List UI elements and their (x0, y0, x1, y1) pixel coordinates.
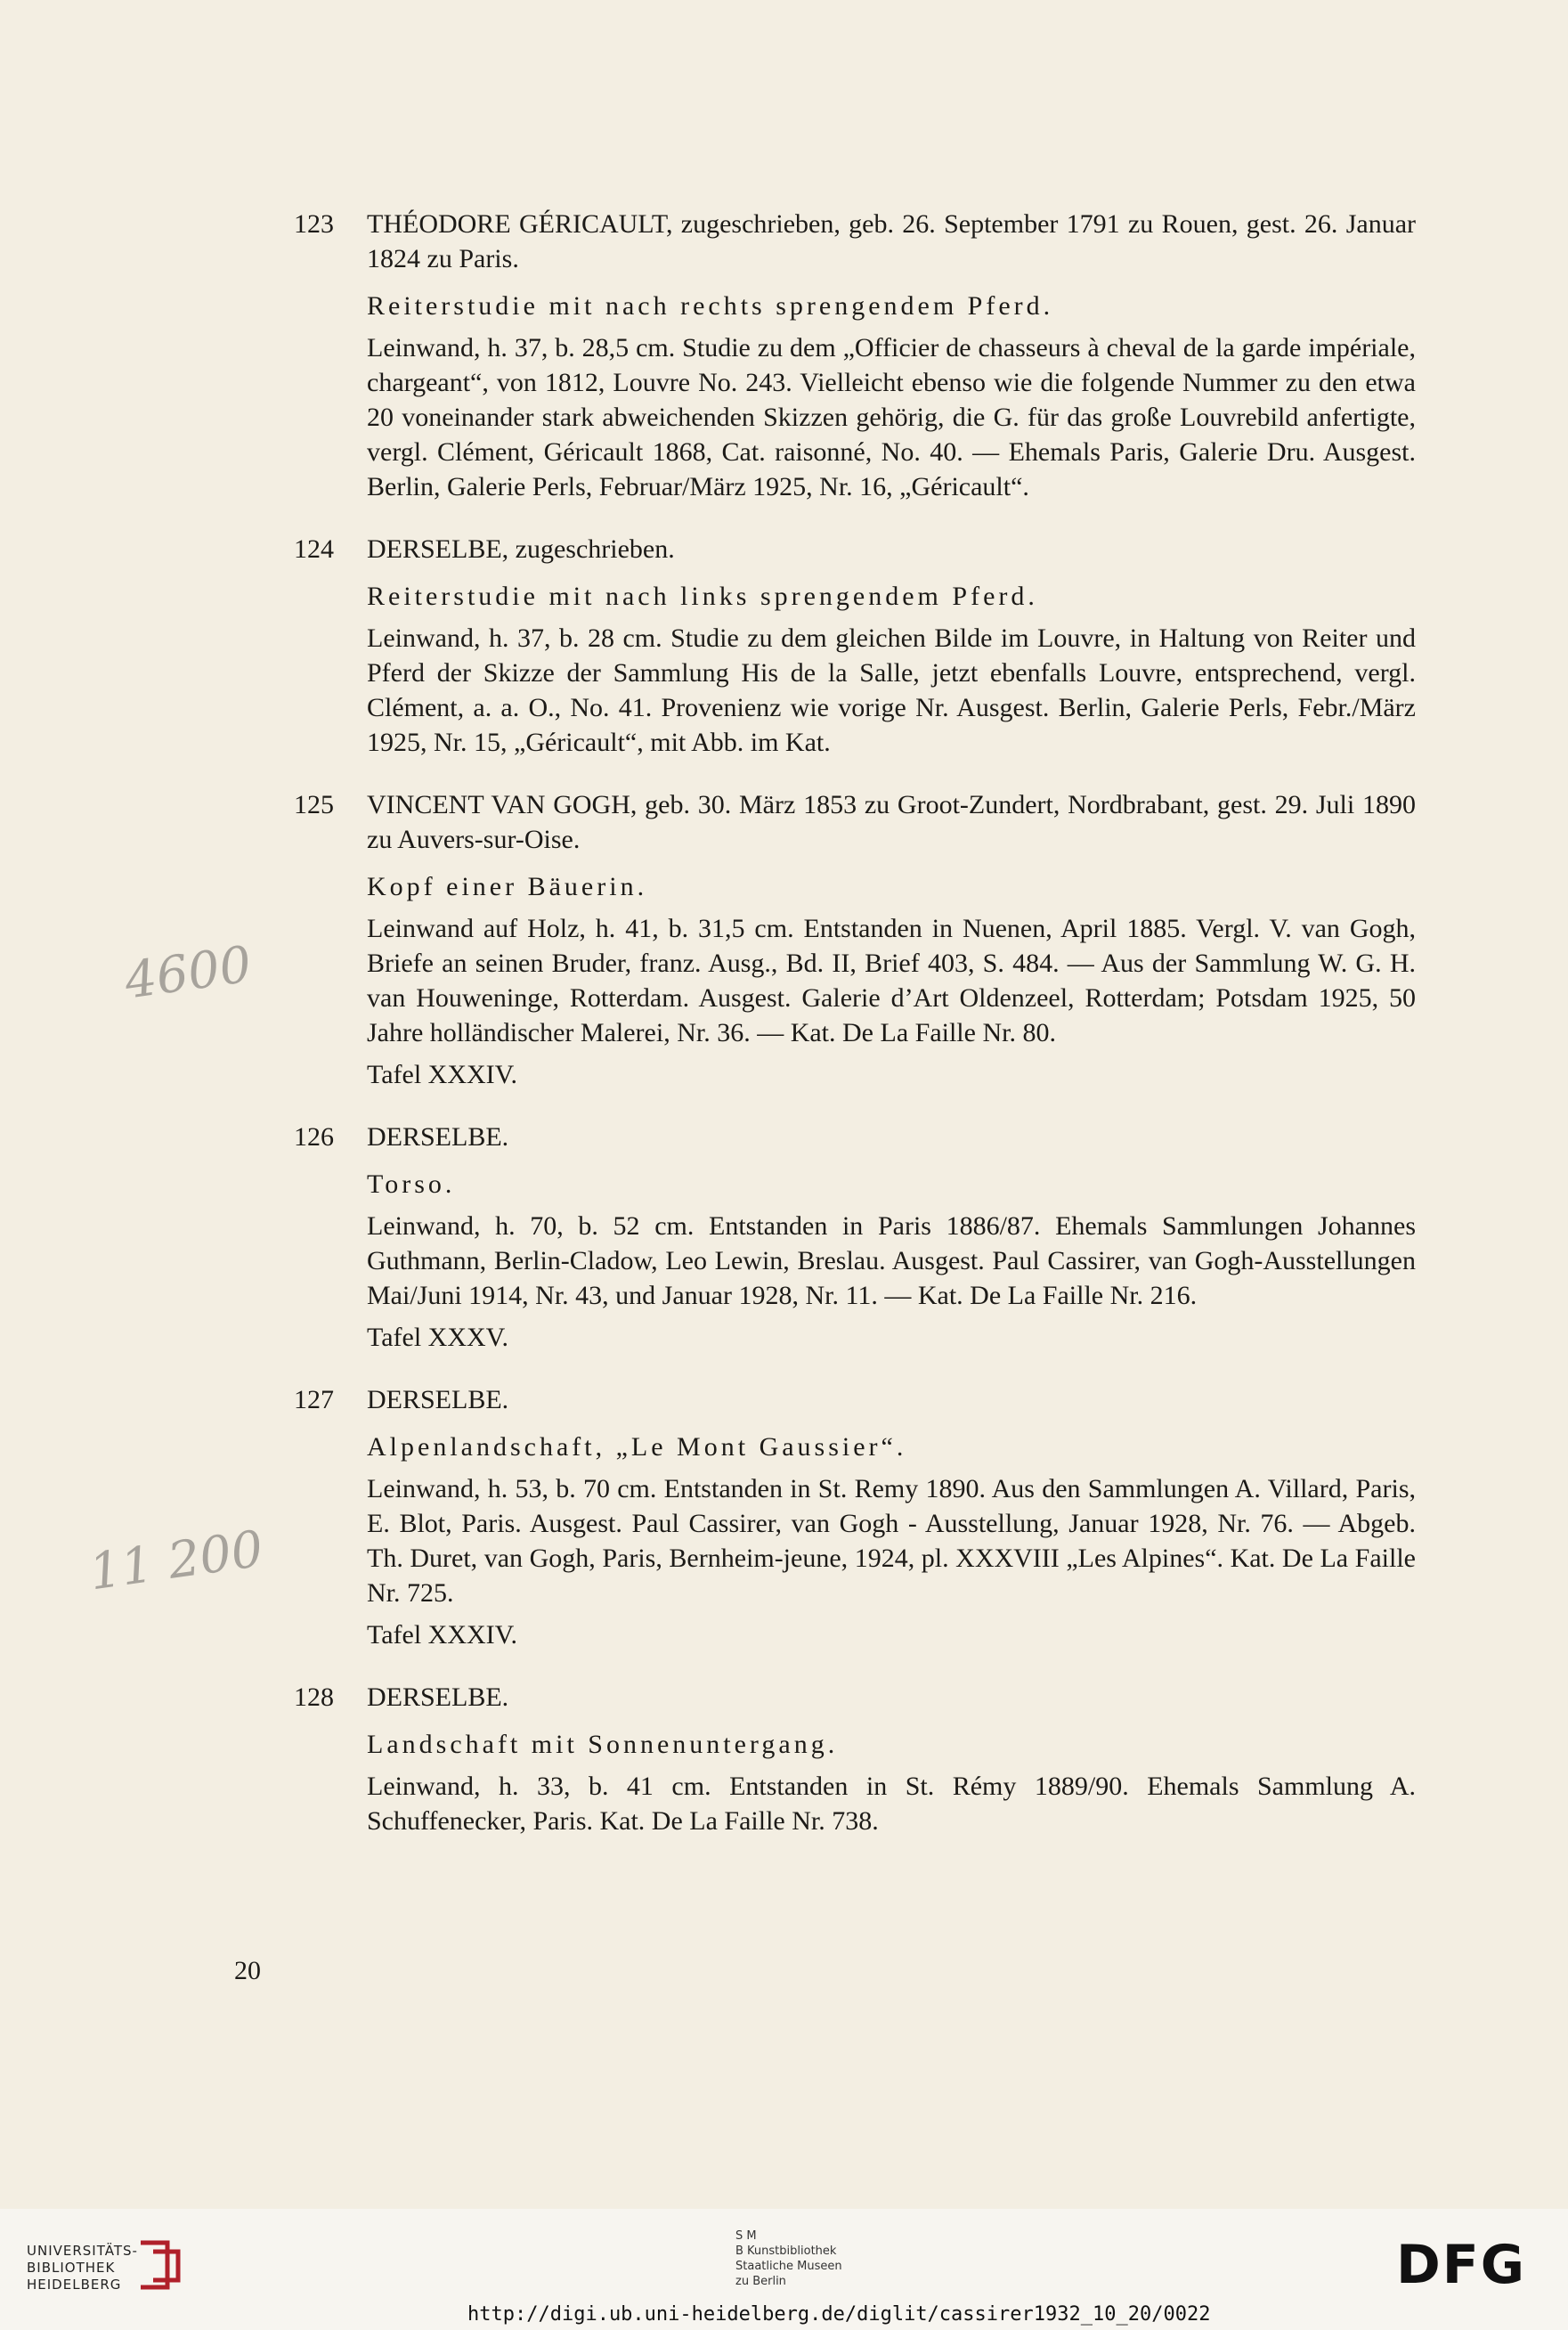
entry-plate: Tafel XXXIV. (367, 1620, 517, 1650)
entry-description: Leinwand, h. 37, b. 28,5 cm. Studie zu dem „Officier de chasseurs à cheval de la garde impériale, chargeant“, von 1812, Louvre No. 243. Vielleicht ebenso wie die folgende Nummer zu den etwa 20 voneinander stark abweichenden Skizzen gehörig, die G. für das große Louvrebild anfertigte, vergl. Clément, Géricault 1868, Cat. raisonné, No. 40. — Ehemals Paris, Galerie Dru. Ausgest. Berlin, Galerie Perls, Februar/März 1925, Nr. 16, „Géricault“. (367, 333, 1416, 501)
catalog-entry-125 (294, 787, 1416, 1092)
entry-title: Kopf einer Bäuerin. (367, 872, 648, 901)
entry-header: VINCENT VAN GOGH, geb. 30. März 1853 zu Groot-Zundert, Nordbrabant, gest. 29. Juli 1890 zu Auvers-sur-Oise. (367, 790, 1416, 854)
entry-plate: Tafel XXXIV. (367, 1060, 517, 1089)
entry-title: Torso. (367, 1169, 456, 1199)
entry-description: Leinwand, h. 53, b. 70 cm. Entstanden in St. Remy 1890. Aus den Sammlungen A. Villard, Paris, E. Blot, Paris. Ausgest. Paul Cassirer, van Gogh - Ausstellung, Januar 1928, Nr. 76. — Abgeb. Th. Duret, van Gogh, Paris, Bernheim-jeune, 1924, pl. XXXVIII „Les Alpines“. Kat. De La Faille Nr. 725. (367, 1474, 1416, 1608)
entry-header: DERSELBE. (367, 1385, 509, 1414)
entry-header: DERSELBE. (367, 1122, 509, 1152)
catalog-entry-128 (294, 1680, 1416, 1838)
handwritten-price-127: 11 200 (85, 1519, 267, 1602)
entry-header: DERSELBE, zugeschrieben. (367, 534, 675, 564)
catalog-entries (294, 207, 1416, 1866)
entry-title: Reiterstudie mit nach links sprengendem Pferd. (367, 582, 1038, 611)
source-url-link[interactable]: http://digi.ub.uni-heidelberg.de/diglit/cassirer1932_10_20/0022 (467, 2303, 1211, 2326)
entry-number: 123 (294, 209, 334, 239)
catalog-entry-126 (294, 1120, 1416, 1355)
entry-description: Leinwand auf Holz, h. 41, b. 31,5 cm. Entstanden in Nuenen, April 1885. Vergl. V. van Gogh, Briefe an seinen Bruder, franz. Ausg., Bd. II, Brief 403, S. 484. — Aus der Sammlung W. G. H. van Houweninge, Rotterdam. Ausgest. Galerie d’Art Oldenzeel, Rotterdam; Potsdam 1925, 50 Jahre holländischer Malerei, Nr. 36. — Kat. De La Faille Nr. 80. (367, 914, 1416, 1047)
university-library-logo-text: UNIVERSITÄTS- BIBLIOTHEK HEIDELBERG (27, 2243, 138, 2293)
entry-number: 126 (294, 1122, 334, 1152)
entry-description: Leinwand, h. 37, b. 28 cm. Studie zu dem gleichen Bilde im Louvre, in Haltung von Reiter und Pferd der Skizze der Sammlung His de la Salle, jetzt ebenfalls Louvre, entsprechend, vergl. Clément, a. a. O., No. 41. Provenienz wie vorige Nr. Ausgest. Berlin, Galerie Perls, Febr./März 1925, Nr. 15, „Géricault“, mit Abb. im Kat. (367, 623, 1416, 757)
entry-title: Reiterstudie mit nach rechts sprengendem Pferd. (367, 291, 1054, 321)
entry-number: 128 (294, 1682, 334, 1712)
dfg-logo: DFG (1396, 2234, 1527, 2296)
entry-number: 127 (294, 1385, 334, 1414)
entry-plate: Tafel XXXV. (367, 1323, 508, 1352)
entry-title: Landschaft mit Sonnenuntergang. (367, 1730, 839, 1759)
catalog-entry-124 (294, 532, 1416, 760)
entry-header: DERSELBE. (367, 1682, 509, 1712)
catalog-entry-127 (294, 1382, 1416, 1652)
page-number: 20 (234, 1956, 261, 1985)
entry-description: Leinwand, h. 70, b. 52 cm. Entstanden in Paris 1886/87. Ehemals Sammlungen Johannes Guthmann, Berlin-Cladow, Leo Lewin, Breslau. Ausgest. Paul Cassirer, van Gogh-Ausstellungen Mai/Juni 1914, Nr. 43, und Januar 1928, Nr. 11. — Kat. De La Faille Nr. 216. (367, 1211, 1416, 1310)
entry-number: 124 (294, 534, 334, 564)
library-logo-icon (132, 2236, 185, 2294)
entry-description: Leinwand, h. 33, b. 41 cm. Entstanden in St. Rémy 1889/90. Ehemals Sammlung A. Schuffenecker, Paris. Kat. De La Faille Nr. 738. (367, 1772, 1416, 1836)
entry-header: THÉODORE GÉRICAULT, zugeschrieben, geb. 26. September 1791 zu Rouen, gest. 26. Januar 1824 zu Paris. (367, 209, 1416, 273)
handwritten-price-125: 4600 (121, 935, 256, 1011)
footer-bar (0, 2209, 1568, 2330)
catalog-entry-123 (294, 207, 1416, 504)
entry-number: 125 (294, 790, 334, 819)
entry-title: Alpenlandschaft, „Le Mont Gaussier“. (367, 1432, 907, 1462)
kunstbibliothek-logo: S M B Kunstbibliothek Staatliche Museen zu Berlin (735, 2229, 842, 2288)
